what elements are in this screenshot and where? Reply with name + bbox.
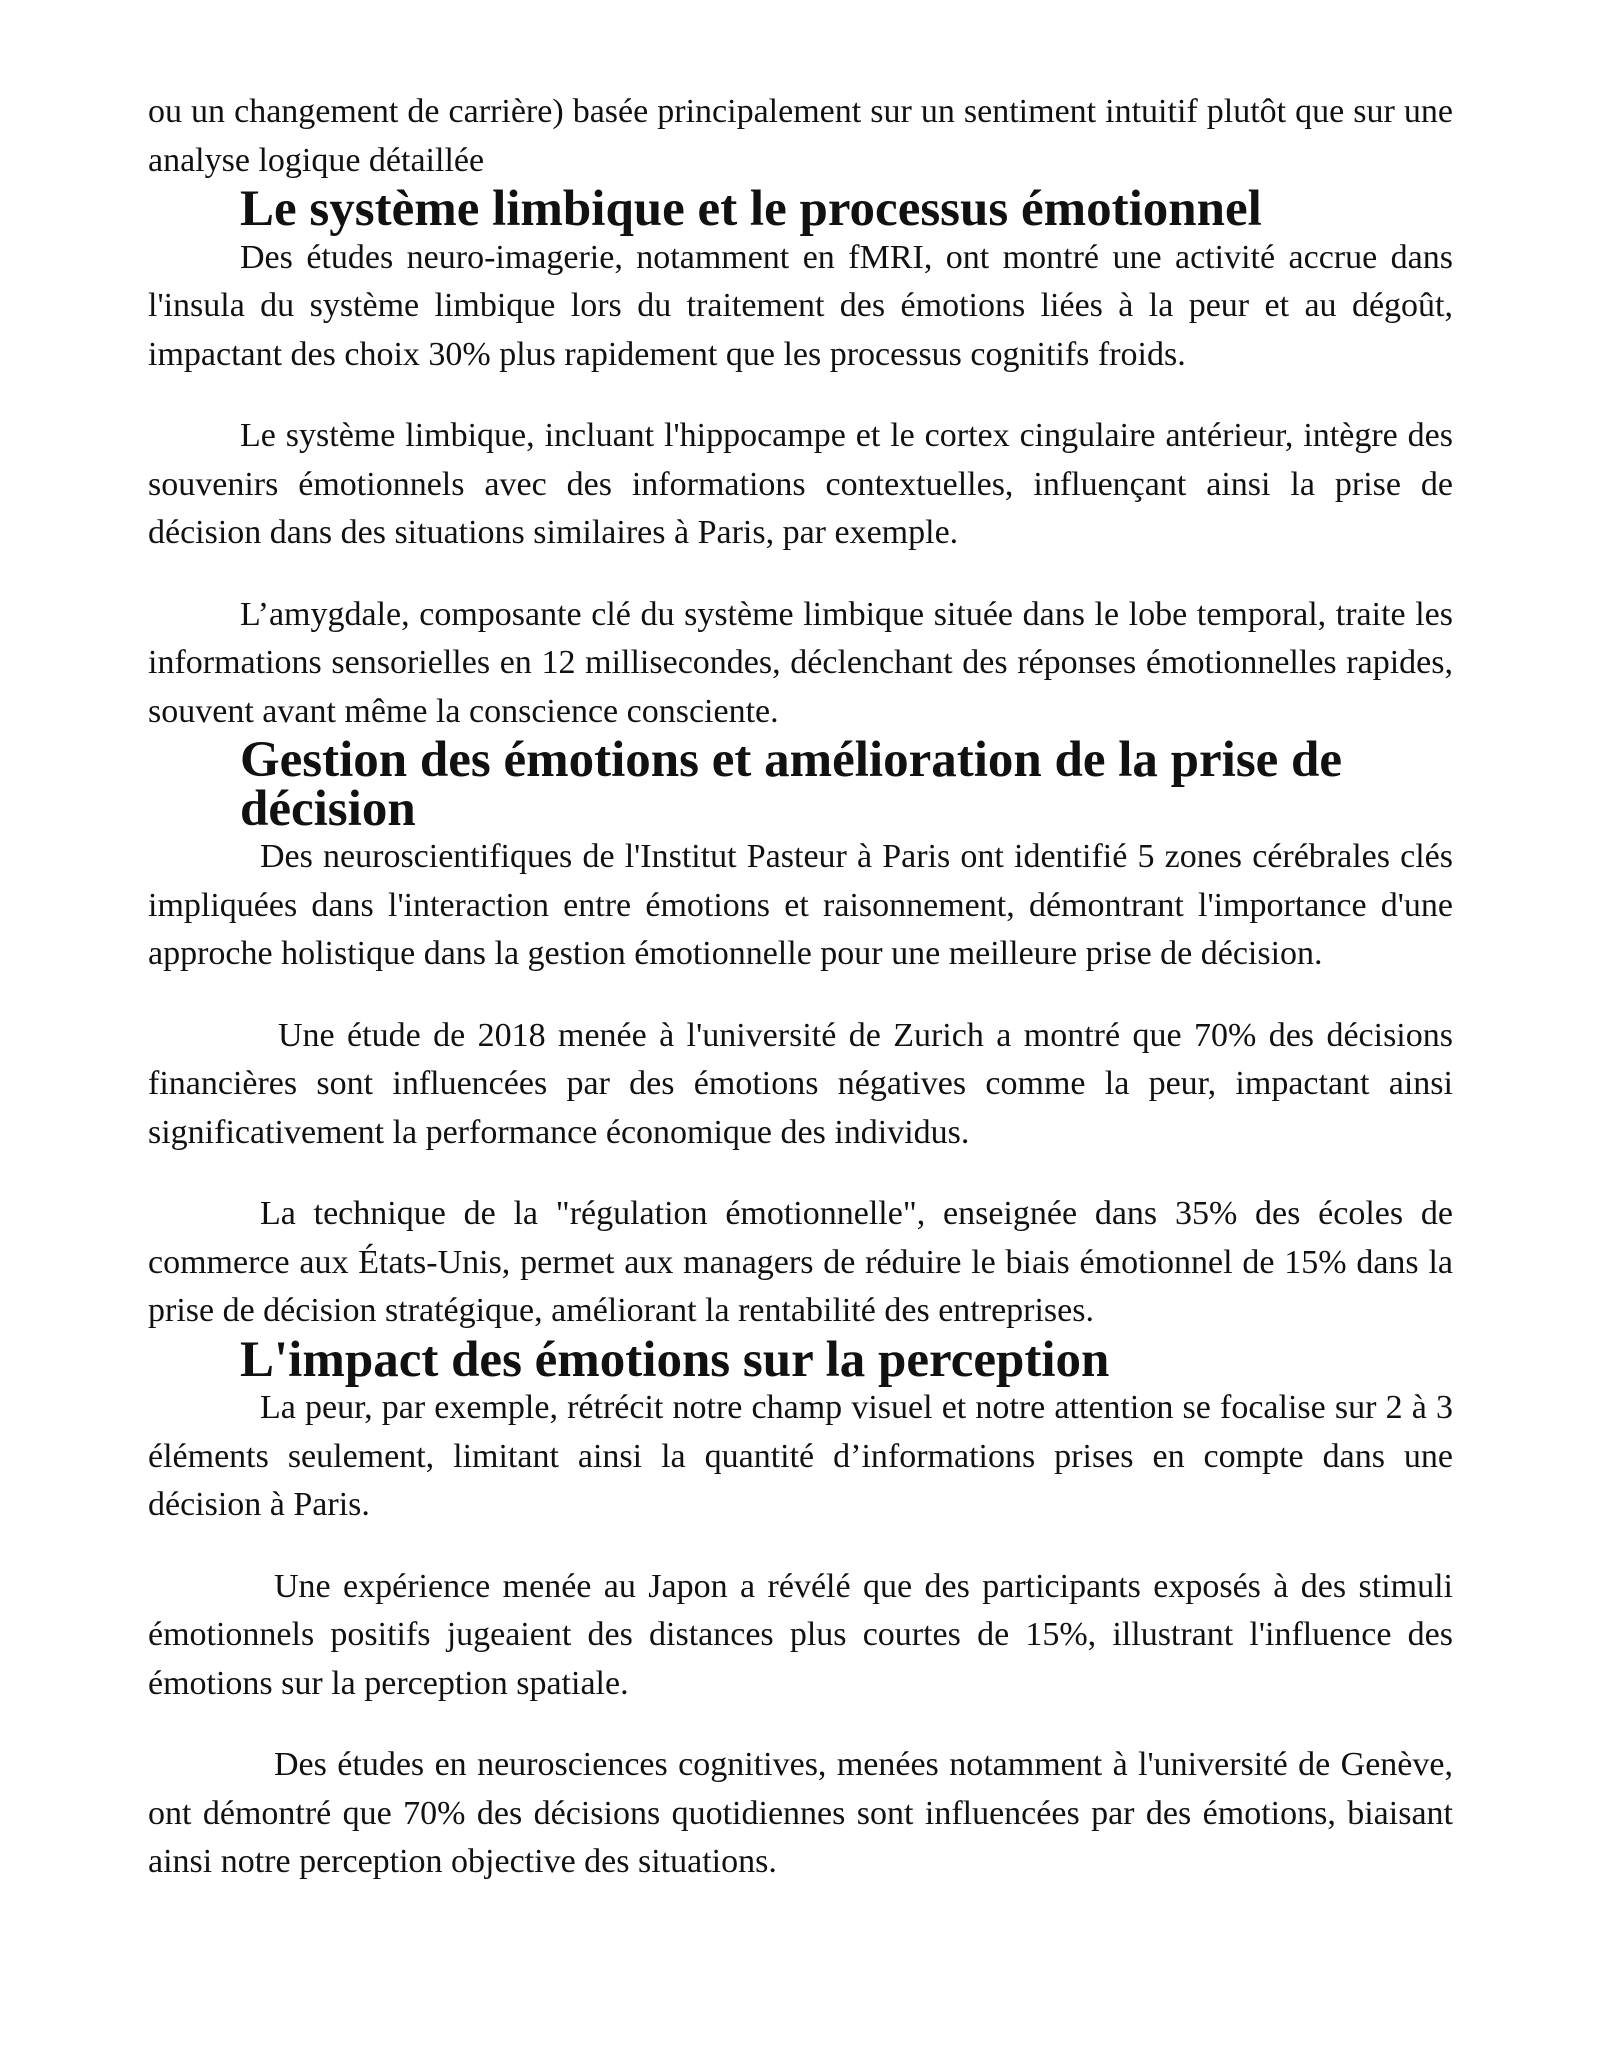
section-heading: Le système limbique et le processus émotionnel xyxy=(240,181,1262,237)
section-paragraph: La technique de la "régulation émotionnelle", enseignée dans 35% des écoles de commerce aux États-Unis, permet aux managers de réduire le biais émotionnel de 15% dans la prise de décision stratégique, améliorant la rentabilité des entreprises. xyxy=(148,1195,1453,1329)
intro-paragraph: ou un changement de carrière) basée principalement sur un sentiment intuitif plutôt que sur une analyse logique détaillée xyxy=(148,93,1453,179)
section-paragraph: L’amygdale, composante clé du système limbique située dans le lobe temporal, traite les informations sensorielles en 12 millisecondes, déclenchant des réponses émotionnelles rapides, souvent avant même la conscience consciente. xyxy=(148,595,1453,730)
section-paragraph: La peur, par exemple, rétrécit notre champ visuel et notre attention se focalise sur 2 à 3 éléments seulement, limitant ainsi la quantité d’informations prises en compte dans une décision à Paris. xyxy=(148,1389,1453,1523)
section-paragraph: Une étude de 2018 menée à l'université de Zurich a montré que 70% des décisions financières sont influencées par des émotions négatives comme la peur, impactant ainsi significativement la performance économique des individus. xyxy=(148,1016,1453,1151)
section-paragraph: Le système limbique, incluant l'hippocampe et le cortex cingulaire antérieur, intègre des souvenirs émotionnels avec des informations contextuelles, influençant ainsi la prise de décision dans des situations similaires à Paris, par exemple. xyxy=(148,417,1453,551)
section-paragraph: Des neuroscientifiques de l'Institut Pasteur à Paris ont identifié 5 zones cérébrales clés impliquées dans l'interaction entre émotions et raisonnement, démontrant l'importance d'une approche holistique dans la gestion émotionnelle pour une meilleure prise de décision. xyxy=(148,838,1453,972)
document-page xyxy=(148,88,1453,1887)
section-paragraph: Des études neuro-imagerie, notamment en fMRI, ont montré une activité accrue dans l'insula du système limbique lors du traitement des émotions liées à la peur et au dégoût, impactant des choix 30% plus rapidement que les processus cognitifs froids. xyxy=(148,238,1453,373)
section-emotion-management xyxy=(148,732,1453,1336)
section-perception xyxy=(148,1331,1453,1887)
section-paragraph: Des études en neurosciences cognitives, menées notamment à l'université de Genève, ont démontré que 70% des décisions quotidiennes sont influencées par des émotions, biaisant ainsi notre perception objective des situations. xyxy=(148,1746,1453,1880)
section-heading: L'impact des émotions sur la perception xyxy=(240,1331,1110,1388)
section-limbic-system xyxy=(148,181,1453,736)
section-paragraph: Une expérience menée au Japon a révélé que des participants exposés à des stimuli émotionnels positifs jugeaient des distances plus courtes de 15%, illustrant l'influence des émotions sur la perception spatiale. xyxy=(148,1567,1453,1702)
section-heading: Gestion des émotions et amélioration de la prise de décision xyxy=(240,732,1343,837)
